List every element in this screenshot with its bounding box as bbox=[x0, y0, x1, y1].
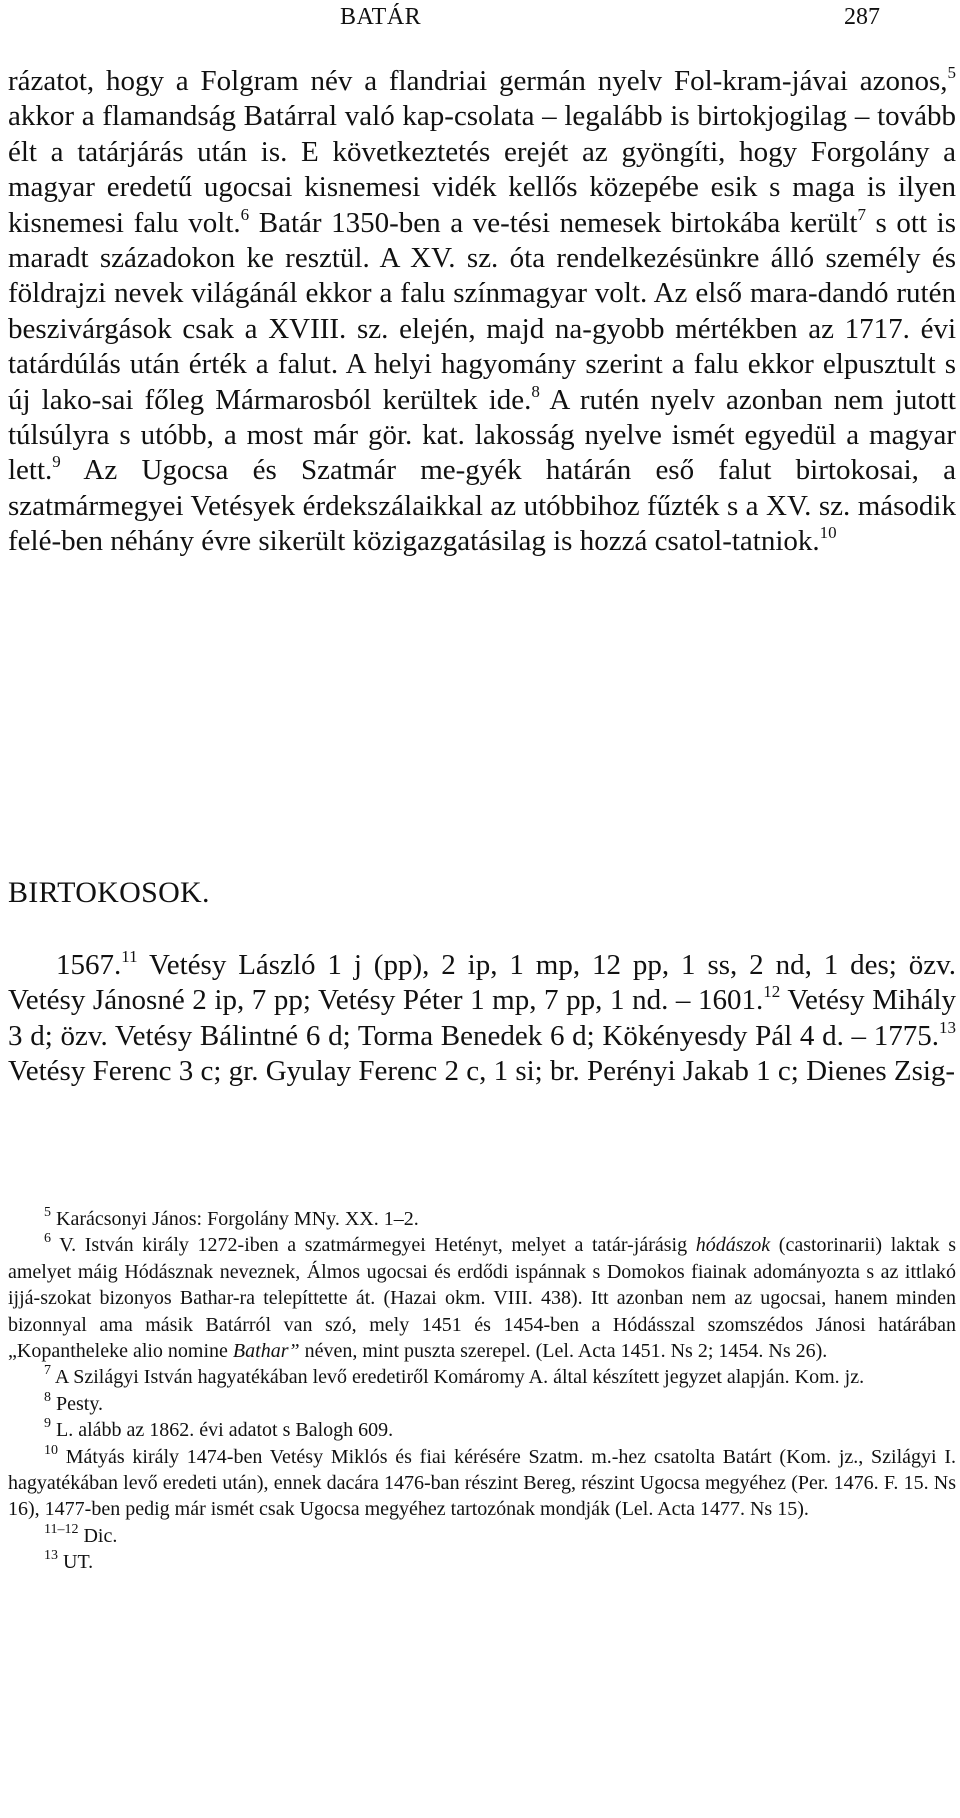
footnote-number: 9 bbox=[44, 1416, 51, 1432]
footnote-ref-5: 5 bbox=[947, 63, 956, 82]
footnote-text: UT. bbox=[58, 1551, 94, 1574]
text-run: Vetésy Ferenc 3 c; gr. Gyulay Ferenc 2 c, 1 si; br. Perényi Jakab 1 c; Dienes Zsig- bbox=[8, 1055, 956, 1088]
text-run: Batár 1350-ben a ve-tési nemesek birtokába került bbox=[249, 206, 858, 239]
footnote-text: Mátyás király 1474-ben Vetésy Miklós és fiai kérésére Szatm. m.-hez csatolta Batárt (Kom. jz., Szilágyi I. hagyatékában levő eredeti után), ennek dacára 1476-ban részint Bereg, részint Ugocsa megyéhez (Per. 1476. F. 15. Ns 16), 1477-ben pedig már ismét csak Ugocsa megyéhez tartozónak mondják (Lel. Acta 1477. Ns 15). bbox=[8, 1445, 956, 1521]
section-heading: BIRTOKOSOK. bbox=[8, 876, 210, 909]
footnote-ref-13: 13 bbox=[939, 1017, 956, 1037]
footnote-5 bbox=[8, 1206, 956, 1232]
footnote-text: V. István király 1272-iben a szatmármegyei Hetényt, melyet a tatár-járásig bbox=[51, 1234, 696, 1257]
footnote-text: L. alább az 1862. évi adatot s Balogh 609. bbox=[51, 1419, 394, 1442]
footnote-7 bbox=[8, 1364, 956, 1390]
footnote-ref-10: 10 bbox=[819, 523, 837, 543]
footnote-number: 7 bbox=[44, 1363, 51, 1379]
text-run: Vetésy Mihály 3 d; özv. Vetésy Bálintné 6 d; Torma Benedek 6 d; Kökényesdy Pál 4 d. – 1775. bbox=[8, 984, 957, 1052]
text-run: A rutén nyelv azonban nem jutott túlsúlyra s utóbb, a most már gör. kat. lakosság nyelve ismét egyedül a magyar lett. bbox=[8, 383, 956, 487]
page-number: 287 bbox=[844, 4, 880, 30]
footnote-text: (castorinarii) laktak s amelyet máig Hódásznak neveznek, Álmos ugocsai és erdődi ispánnak s Domokos fiainak adományozta s az ittlakó ijjá-szokat bizonyos Bathar-ra telepíttette át. (Hazai okm. VIII. 438). Itt azonban nem az ugocsai, hanem minden bizonnyal ama másik Batárról van szó, mely 1451 és 1454-ben a Hódásszal szomszédos Jánosi határában „Kopantheleke alio nomine bbox=[8, 1234, 956, 1363]
footnote-text: Dic. bbox=[78, 1524, 118, 1547]
footnote-9 bbox=[8, 1417, 956, 1443]
footnote-number: 13 bbox=[44, 1548, 58, 1564]
footnote-13 bbox=[8, 1549, 956, 1575]
paragraph bbox=[8, 64, 956, 560]
text-run: Vetésy László 1 j (pp), 2 ip, 1 mp, 12 pp, 1 ss, 2 nd, 1 des; özv. Vetésy Jánosné 2 ip, 7 pp; Vetésy Péter 1 mp, 7 pp, 1 nd. – 1601. bbox=[8, 949, 956, 1017]
footnote-8 bbox=[8, 1391, 956, 1417]
main-text bbox=[8, 64, 956, 560]
page-header bbox=[0, 4, 960, 38]
footnote-text: Karácsonyi János: Forgolány MNy. XX. 1–2. bbox=[51, 1208, 419, 1230]
footnote-11-12 bbox=[8, 1523, 956, 1549]
text-run: Az Ugocsa és Szatmár me-gyék határán eső falut birtokosai, a szatmármegyei Vetésyek érdekszálaikkal az utóbbihoz fűzték s a XV. sz. második felé-ben néhány évre sikerült közigazgatásilag is hozzá csatol-tatniok. bbox=[8, 454, 956, 558]
footnote-ref-6: 6 bbox=[240, 204, 250, 224]
footnote-10 bbox=[8, 1444, 956, 1523]
footnote-number: 5 bbox=[44, 1205, 51, 1220]
footnote-ref-7: 7 bbox=[857, 204, 866, 224]
footnote-text: A Szilágyi István hagyatékában levő eredetiről Komáromy A. által készített jegyzet alapján. Kom. jz. bbox=[51, 1366, 865, 1389]
footnotes bbox=[8, 1206, 956, 1576]
footnote-number: 11–12 bbox=[44, 1521, 79, 1537]
owners-list bbox=[8, 948, 956, 1090]
running-title: BATÁR bbox=[340, 4, 422, 30]
footnote-number: 8 bbox=[44, 1389, 51, 1405]
text-run: 1567. bbox=[56, 949, 122, 981]
footnote-text: Pesty. bbox=[51, 1392, 104, 1415]
footnote-ref-11: 11 bbox=[121, 947, 138, 966]
paragraph bbox=[8, 948, 956, 1090]
footnote-number: 10 bbox=[44, 1442, 58, 1458]
footnote-number: 6 bbox=[44, 1231, 51, 1247]
footnote-ref-8: 8 bbox=[531, 381, 540, 401]
footnote-italic: hódászok bbox=[695, 1234, 771, 1257]
text-run: s ott is maradt századokon ke resztül. A XV. sz. óta rendelkezésünkre álló személy és földrajzi nevek világánál ekkor a falu színmagyar volt. Az első mara-dandó rutén beszivárgások csak a XVIII. sz. elején, majd na-gyobb mértékben az 1717. évi tatárdúlás után érték a falut. A helyi hagyomány szerint a falu ekkor elpusztult s új lako-sai főleg Mármarosból kerültek ide. bbox=[8, 206, 956, 416]
text-run: rázatot, hogy a Folgram név a flandriai germán nyelv Fol-kram-jávai azonos, bbox=[8, 65, 948, 97]
footnote-ref-9: 9 bbox=[52, 452, 61, 472]
footnote-text: néven, mint puszta szerepel. (Lel. Acta 1451. Ns 2; 1454. Ns 26). bbox=[299, 1340, 828, 1363]
text-run: akkor a flamandság Batárral való kap-csolata – legalább is birtokjogilag – tovább élt a tatárjárás után is. E következtetés erejét az gyöngíti, hogy Forgolány a magyar eredetű ugocsai kisnemesi vidék kellős közepébe esik s maga is ilyen kisnemesi falu volt. bbox=[8, 100, 956, 239]
footnote-6 bbox=[8, 1232, 956, 1364]
footnote-italic: Bathar” bbox=[232, 1340, 300, 1363]
footnote-ref-12: 12 bbox=[763, 982, 781, 1002]
